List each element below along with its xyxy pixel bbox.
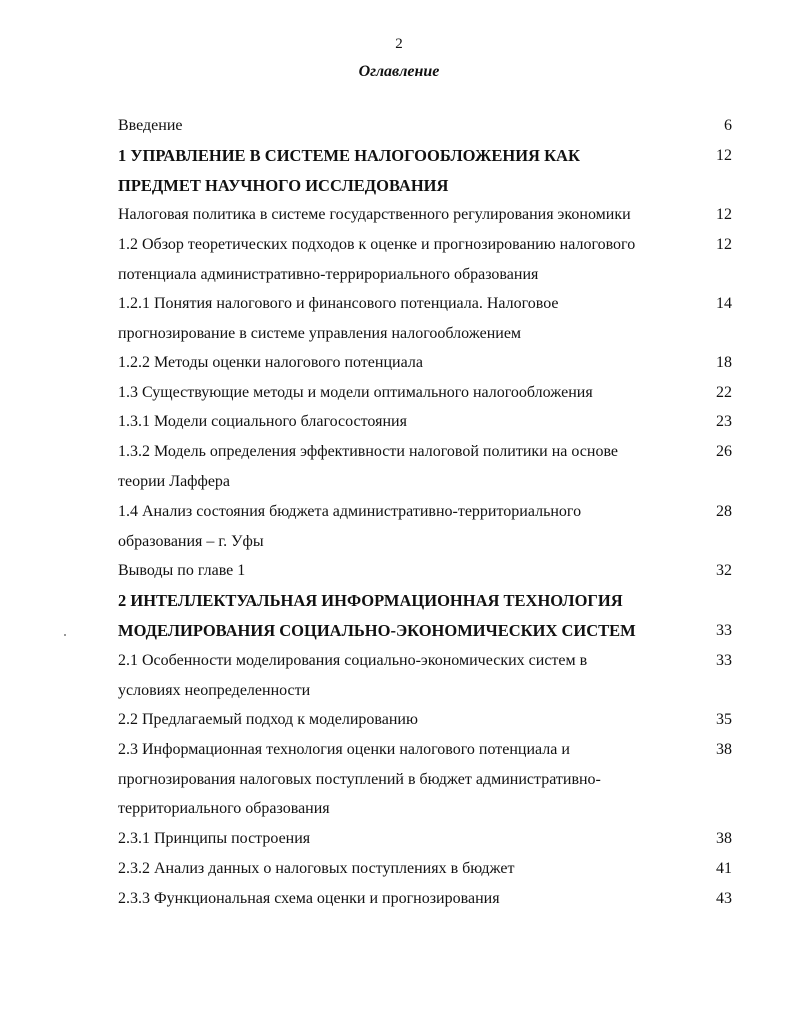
toc-entry-page-number: 32 bbox=[716, 562, 732, 579]
toc-entry-page-number: 22 bbox=[716, 384, 732, 401]
toc-entry-title-line: МОДЕЛИРОВАНИЯ СОЦИАЛЬНО-ЭКОНОМИЧЕСКИХ СИСТЕМ bbox=[118, 620, 636, 640]
toc-entry-title-line: Налоговая политика в системе государственного регулирования экономики bbox=[118, 206, 631, 223]
toc-entry-title-line: 2.1 Особенности моделирования социально-экономических систем в bbox=[118, 652, 588, 669]
toc-entry-title-line: образования – г. Уфы bbox=[118, 532, 264, 550]
scan-speck bbox=[64, 634, 66, 636]
toc-entry-title-line: 2.3 Информационная технология оценки налогового потенциала и bbox=[118, 741, 570, 758]
toc-entry-title-line: 2 ИНТЕЛЛЕКТУАЛЬНАЯ ИНФОРМАЦИОННАЯ ТЕХНОЛОГИЯ bbox=[118, 591, 623, 610]
toc-entry-title-line: условиях неопределенности bbox=[118, 681, 311, 699]
toc-entry-title-line: 1.3 Существующие методы и модели оптимального налогообложения bbox=[118, 384, 593, 401]
toc-entry-title-line: территориального образования bbox=[118, 800, 330, 818]
toc-entry-title-line: 2.3.1 Принципы построения bbox=[118, 830, 311, 847]
toc-entry-page-number: 38 bbox=[716, 741, 732, 758]
toc-entry-title-line: прогнозирования налоговых поступлений в бюджет административно- bbox=[118, 770, 601, 788]
toc-entry-page-number: 18 bbox=[716, 354, 732, 371]
toc-entry-title-line: 1.3.2 Модель определения эффективности налоговой политики на основе bbox=[118, 443, 618, 460]
toc-entry-title-line: прогнозирование в системе управления налогообложением bbox=[118, 324, 522, 342]
toc-entry-title-line: 1 УПРАВЛЕНИЕ В СИСТЕМЕ НАЛОГООБЛОЖЕНИЯ КАК bbox=[118, 146, 580, 165]
toc-entry-page-number: 35 bbox=[716, 711, 732, 728]
toc-entry-title-line: 2.2 Предлагаемый подход к моделированию bbox=[118, 711, 418, 728]
toc-entry-title-line: потенциала административно-террирориального образования bbox=[118, 265, 539, 283]
toc-entry-page-number: 26 bbox=[716, 443, 732, 460]
toc-entry-title-line: Введение bbox=[118, 117, 183, 134]
toc-entry-title-line: 2.3.2 Анализ данных о налоговых поступлениях в бюджет bbox=[118, 860, 515, 877]
toc-entry-title-line: 1.2 Обзор теоретических подходов к оценке и прогнозированию налогового bbox=[118, 236, 636, 253]
toc-entry-page-number: 12 bbox=[716, 147, 732, 164]
toc-title: Оглавление bbox=[358, 63, 440, 80]
page-number: 2 bbox=[395, 36, 403, 52]
toc-entry-title-line: 1.2.2 Методы оценки налогового потенциала bbox=[118, 354, 423, 371]
toc-entry-page-number: 43 bbox=[716, 890, 732, 907]
toc-entry-page-number: 38 bbox=[716, 830, 732, 847]
toc-entry-title-line: 1.3.1 Модели социального благосостояния bbox=[118, 413, 407, 430]
toc-entry-title-line: 2.3.3 Функциональная схема оценки и прогнозирования bbox=[118, 890, 500, 907]
toc-entry-page-number: 33 bbox=[716, 621, 732, 639]
toc-entry-page-number: 23 bbox=[716, 413, 732, 430]
toc-entry-page-number: 14 bbox=[716, 295, 732, 312]
toc-entry-title-line: 1.4 Анализ состояния бюджета административно-территориального bbox=[118, 503, 582, 520]
toc-entry-page-number: 28 bbox=[716, 503, 732, 520]
toc-entry-title-line: 1.2.1 Понятия налогового и финансового потенциала. Налоговое bbox=[118, 295, 559, 312]
toc-entry-page-number: 33 bbox=[716, 652, 732, 669]
toc-entry-title-line: ПРЕДМЕТ НАУЧНОГО ИССЛЕДОВАНИЯ bbox=[118, 175, 449, 195]
toc-entry-page-number: 12 bbox=[716, 236, 732, 253]
toc-entry-title-line: теории Лаффера bbox=[118, 472, 231, 490]
toc-entry-title-line: Выводы по главе 1 bbox=[118, 562, 246, 579]
toc-entry-page-number: 41 bbox=[716, 860, 732, 877]
toc-entry-page-number: 12 bbox=[716, 206, 732, 223]
toc-entry-page-number: 6 bbox=[724, 117, 732, 134]
